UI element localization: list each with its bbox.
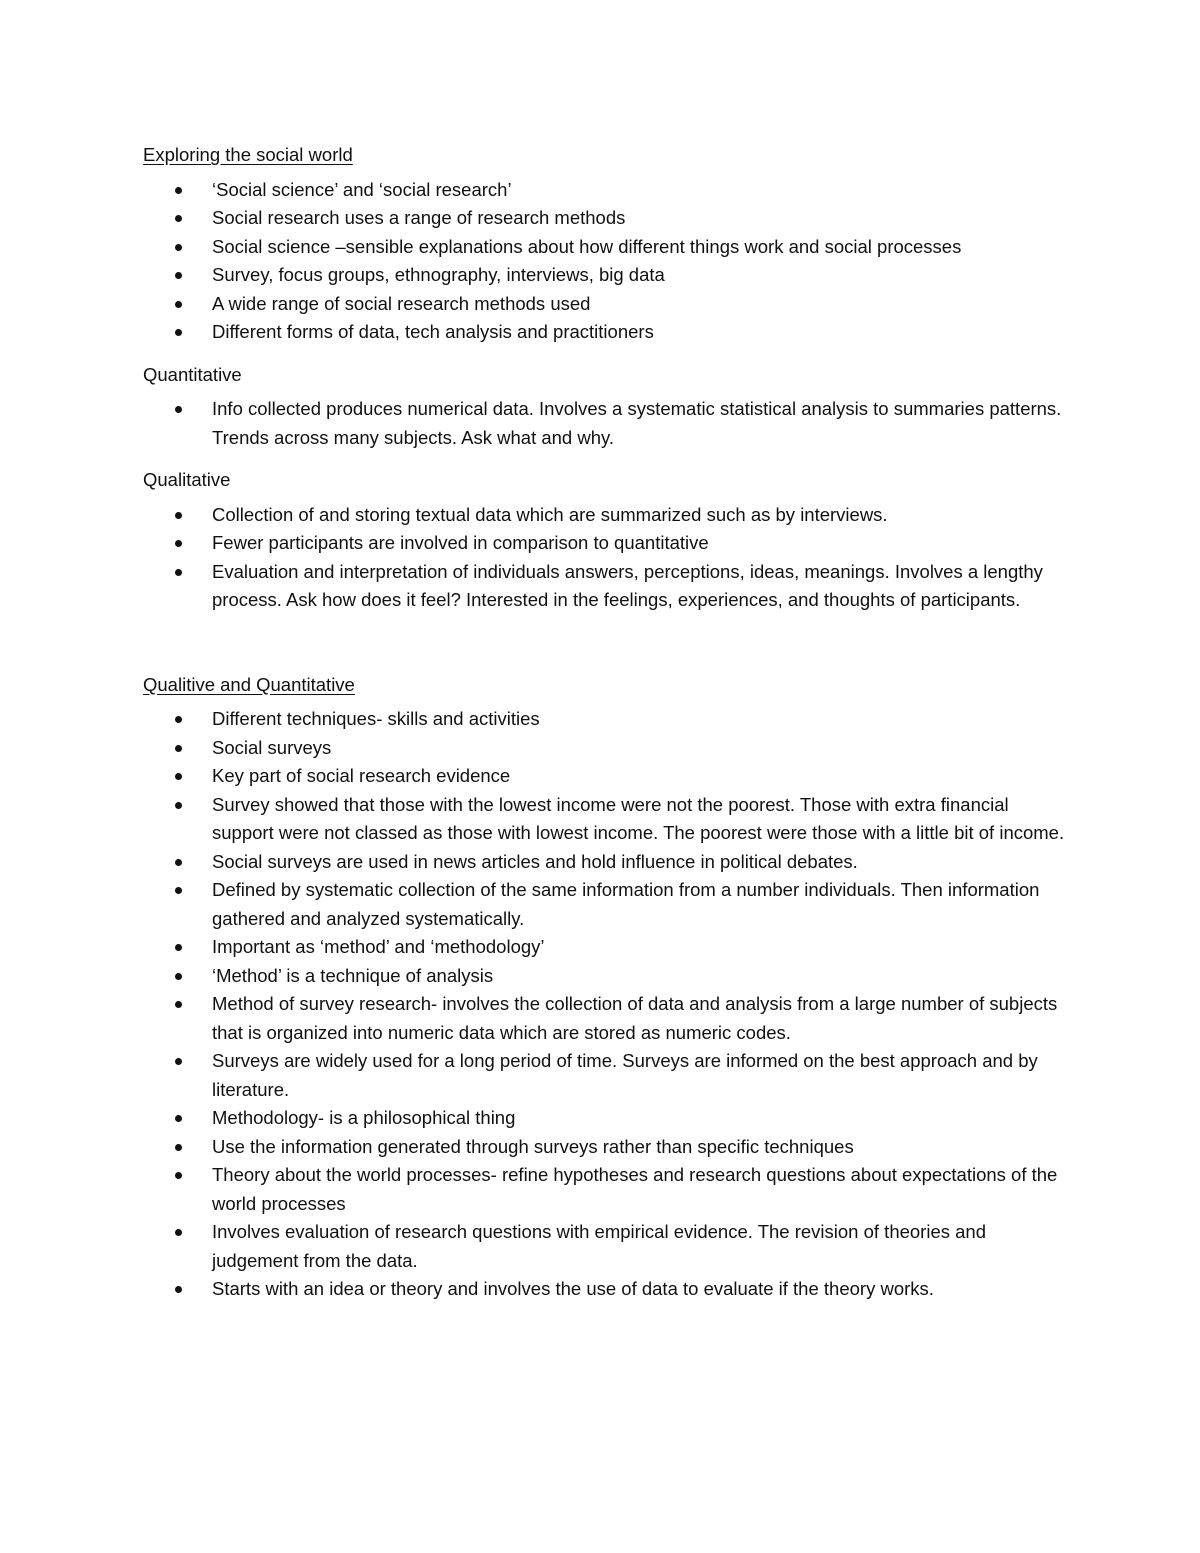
bullet-icon: [175, 859, 182, 866]
bullet-icon: [175, 773, 182, 780]
list-item: Surveys are widely used for a long period of time. Surveys are informed on the best approach and by literature.: [143, 1047, 1073, 1104]
bullet-list-qualitive-quantitative: [143, 705, 1073, 1304]
bullet-icon: [175, 1229, 182, 1236]
section-heading-qualitative: Qualitative: [143, 469, 231, 490]
list-item: Social surveys: [143, 734, 1073, 763]
document-page: [143, 141, 1073, 1318]
bullet-icon: [175, 512, 182, 519]
bullet-icon: [175, 540, 182, 547]
bullet-icon: [175, 1286, 182, 1293]
bullet-icon: [175, 887, 182, 894]
list-item: Starts with an idea or theory and involves the use of data to evaluate if the theory works.: [143, 1275, 1073, 1304]
list-item: Important as ‘method’ and ‘methodology’: [143, 933, 1073, 962]
bullet-icon: [175, 1001, 182, 1008]
list-item: Fewer participants are involved in comparison to quantitative: [143, 529, 1073, 558]
bullet-icon: [175, 802, 182, 809]
bullet-list-exploring: [143, 176, 1073, 347]
list-item: Social surveys are used in news articles and hold influence in political debates.: [143, 848, 1073, 877]
list-item: Defined by systematic collection of the same information from a number individuals. Then information gathered and analyzed systematically.: [143, 876, 1073, 933]
bullet-icon: [175, 944, 182, 951]
section-heading-quantitative: Quantitative: [143, 363, 242, 385]
bullet-icon: [175, 1172, 182, 1179]
bullet-icon: [175, 301, 182, 308]
list-item: Use the information generated through surveys rather than specific techniques: [143, 1133, 1073, 1162]
list-item: Collection of and storing textual data which are summarized such as by interviews.: [143, 501, 1073, 530]
bullet-icon: [175, 215, 182, 222]
bullet-icon: [175, 716, 182, 723]
list-item: A wide range of social research methods used: [143, 290, 1073, 319]
bullet-icon: [175, 272, 182, 279]
list-item: Methodology- is a philosophical thing: [143, 1104, 1073, 1133]
list-item: Social science –sensible explanations about how different things work and social processes: [143, 233, 1073, 262]
list-item: Social research uses a range of research methods: [143, 204, 1073, 233]
bullet-icon: [175, 187, 182, 194]
bullet-icon: [175, 745, 182, 752]
bullet-icon: [175, 973, 182, 980]
list-item: Different forms of data, tech analysis and practitioners: [143, 318, 1073, 347]
list-item: Theory about the world processes- refine hypotheses and research questions about expectations of the world processes: [143, 1161, 1073, 1218]
bullet-list-quantitative: [143, 395, 1073, 452]
list-item: Survey showed that those with the lowest income were not the poorest. Those with extra financial support were not classed as those with lowest income. The poorest were those with a little bit of income.: [143, 791, 1073, 848]
list-item: Info collected produces numerical data. Involves a systematic statistical analysis to summaries patterns. Trends across many subjects. Ask what and why.: [143, 395, 1073, 452]
list-item: Method of survey research- involves the collection of data and analysis from a large number of subjects that is organized into numeric data which are stored as numeric codes.: [143, 990, 1073, 1047]
list-item: Survey, focus groups, ethnography, interviews, big data: [143, 261, 1073, 290]
section-heading-qualitive-quantitative: Qualitive and Quantitative: [143, 673, 355, 695]
bullet-icon: [175, 1115, 182, 1122]
bullet-icon: [175, 329, 182, 336]
list-item: ‘Method’ is a technique of analysis: [143, 962, 1073, 991]
bullet-icon: [175, 1058, 182, 1065]
list-item: Involves evaluation of research questions with empirical evidence. The revision of theories and judgement from the data.: [143, 1218, 1073, 1275]
list-item: Different techniques- skills and activities: [143, 705, 1073, 734]
bullet-icon: [175, 406, 182, 413]
bullet-icon: [175, 1144, 182, 1151]
section-spacer: [143, 629, 1073, 671]
section-heading-exploring: Exploring the social world: [143, 144, 353, 165]
bullet-list-qualitative: [143, 501, 1073, 615]
bullet-icon: [175, 569, 182, 576]
bullet-icon: [175, 244, 182, 251]
list-item: Evaluation and interpretation of individuals answers, perceptions, ideas, meanings. Involves a lengthy process. Ask how does it feel? Interested in the feelings, experiences, and thoughts of participants.: [143, 558, 1073, 615]
list-item: ‘Social science’ and ‘social research’: [143, 176, 1073, 205]
list-item: Key part of social research evidence: [143, 762, 1073, 791]
